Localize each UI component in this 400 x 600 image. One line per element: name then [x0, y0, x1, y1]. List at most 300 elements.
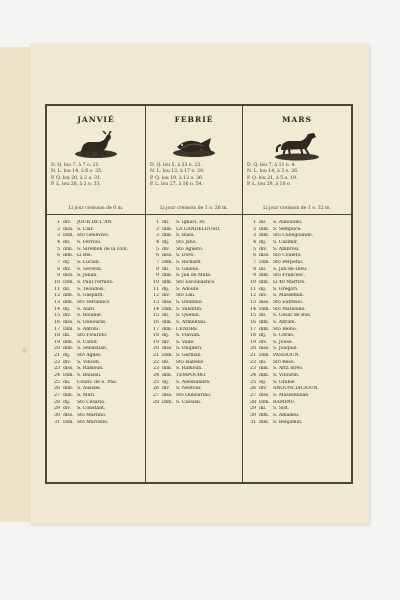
saint-name: S. Cassien. [176, 399, 202, 405]
day-number: 17 [250, 326, 256, 332]
saint-name: Sto Perpètio. [273, 259, 304, 265]
day-row [149, 380, 239, 387]
weekday: diss. [63, 366, 74, 372]
day-row [50, 253, 142, 260]
weekday: dim. [259, 373, 270, 379]
weekday: dil. [162, 359, 170, 365]
day-number: 30 [54, 413, 60, 419]
saint-name: S. Casimir. [273, 239, 298, 245]
day-list [47, 215, 145, 426]
day-number: 5 [253, 246, 256, 252]
saint-name: S. Jousè. [273, 339, 294, 345]
weekday: dim. [63, 393, 74, 399]
day-row [246, 233, 348, 240]
weekday: div. [259, 386, 267, 392]
moon-phases: D. Q. lou 7, à 7 o. 21. N. L. lou 14, à 6 o. 35. P. Q. lou 20, à 2 o. 31. P. L. lou 28, à 2 o. 33. [51, 163, 103, 188]
month-header [146, 106, 242, 215]
day-number: 1 [253, 220, 256, 225]
day-number: 13 [250, 299, 256, 305]
day-number: 21 [250, 353, 256, 359]
day-row [246, 373, 348, 380]
weekday: dil. [162, 313, 170, 319]
day-row [149, 313, 239, 320]
weekday: dij. [162, 286, 170, 292]
day-number: 16 [153, 319, 159, 325]
saint-name: S. Ferriòu. [77, 239, 102, 245]
day-number: 19 [153, 339, 159, 345]
saint-name: Sto Isabello [176, 359, 204, 365]
weekday: Dim. [259, 306, 270, 312]
day-number: 18 [250, 333, 256, 339]
saint-name: S. Nestour. [176, 386, 202, 392]
saint-name: Sto Eufresio. [273, 299, 304, 305]
day-number: 9 [156, 273, 159, 279]
day-row [246, 307, 348, 314]
saint-name: S. German. [176, 353, 203, 359]
day-row [149, 353, 239, 360]
day-row [246, 253, 348, 260]
day-number: 8 [156, 266, 159, 272]
day-row [50, 313, 142, 320]
day-row [149, 287, 239, 294]
day-number: 21 [54, 353, 60, 359]
day-number: 4 [253, 239, 256, 245]
saint-name: Sto Agnés. [77, 353, 102, 359]
day-number: 13 [54, 299, 60, 305]
weekday: dim. [259, 279, 270, 285]
day-row [246, 260, 348, 267]
saint-name: S. Massemin. [273, 293, 305, 299]
day-row [50, 386, 142, 393]
almanac-page [30, 44, 369, 524]
day-row [246, 227, 348, 234]
day-row [50, 320, 142, 327]
day-row [246, 293, 348, 300]
saint-name: S. Antòni. [77, 326, 100, 332]
day-row [149, 253, 239, 260]
day-number: 6 [156, 253, 159, 259]
saint-name: Sto Couleto. [273, 253, 302, 259]
day-number: 28 [250, 399, 256, 405]
day-row [149, 307, 239, 314]
weekday: Dim. [259, 399, 270, 405]
month-name: MARS [282, 115, 312, 124]
day-number: 9 [57, 273, 60, 279]
saint-name: JOUR DE L'AN. [77, 220, 113, 225]
day-row [50, 353, 142, 360]
weekday: diss. [259, 299, 270, 305]
day-number: 6 [57, 253, 60, 259]
saint-name: S. Sist. [273, 406, 290, 412]
day-row [50, 420, 142, 427]
weekday: dim. [259, 273, 270, 279]
day-number: 11 [54, 286, 60, 292]
saint-name: S. Alàri. [77, 306, 96, 312]
fish-emblem-icon [171, 131, 217, 159]
day-row [246, 353, 348, 360]
day-row [50, 360, 142, 367]
day-number: 18 [153, 333, 159, 339]
weekday: dim. [63, 346, 74, 352]
weekday: dij. [63, 259, 71, 265]
day-row [50, 393, 142, 400]
weekday: Dim. [162, 306, 173, 312]
day-number: 30 [250, 413, 256, 419]
saint-name: Sto Lali. [176, 293, 196, 299]
day-number: 24 [250, 373, 256, 379]
weekday: dim. [63, 293, 74, 299]
weekday: dil. [162, 220, 170, 225]
saint-name: ANOUNCIACIOUN. [273, 386, 319, 392]
weekday: dim. [162, 273, 173, 279]
day-number: 23 [54, 366, 60, 372]
weekday: dim. [162, 233, 173, 239]
day-row [149, 227, 239, 234]
day-number: 1 [156, 220, 159, 225]
day-row [50, 327, 142, 334]
day-row [246, 360, 348, 367]
weekday: diss. [63, 273, 74, 279]
day-row [246, 300, 348, 307]
saint-name: S. Clar. [77, 226, 94, 232]
weekday: Dim. [63, 326, 74, 332]
day-row [149, 300, 239, 307]
saint-name: S. Massemilian [273, 393, 309, 399]
day-number: 29 [250, 406, 256, 412]
weekday: diss. [259, 393, 270, 399]
weekday: div. [259, 293, 267, 299]
saint-name: S. Cesar de Bus. [273, 313, 312, 319]
weekday: dij. [162, 239, 170, 245]
saint-name: Sto Réso. [273, 359, 295, 365]
month-column-march [243, 106, 351, 482]
saint-name: S. Gineus. [176, 266, 200, 272]
weekday: dim. [259, 413, 270, 419]
goat-emblem-icon [73, 131, 119, 159]
day-number: 8 [57, 266, 60, 272]
day-number: 10 [54, 279, 60, 285]
day-row [246, 273, 348, 280]
weekday: dim. [162, 326, 173, 332]
day-row [50, 406, 142, 413]
saint-name: S. Semplice. [273, 226, 302, 232]
day-row [149, 280, 239, 287]
day-number: 19 [250, 339, 256, 345]
saint-name: Sto Genevivo. [77, 233, 110, 239]
day-number: 20 [250, 346, 256, 352]
weekday: dij. [259, 333, 267, 339]
day-number: 12 [54, 293, 60, 299]
day-number: 9 [253, 273, 256, 279]
saint-name: Sto Rèino. [273, 326, 297, 332]
weekday: dim. [162, 366, 173, 372]
saint-name: S. Ignàci, ev. [176, 220, 206, 225]
day-row [246, 406, 348, 413]
saint-name: Sto Martino. [77, 413, 107, 419]
day-number: 7 [253, 259, 256, 265]
day-row [149, 247, 239, 254]
saint-name: LA CANDELOUSO. [176, 226, 221, 232]
day-row [50, 413, 142, 420]
day-row [50, 293, 142, 300]
weekday: div. [162, 386, 170, 392]
weekday: div. [63, 359, 71, 365]
weekday: div. [63, 266, 71, 272]
day-number: 28 [153, 399, 159, 405]
saint-name: S. Gaspard. [77, 293, 104, 299]
day-row [246, 240, 348, 247]
weekday: dij. [63, 353, 71, 359]
day-number: 15 [250, 313, 256, 319]
saint-name: RAMPAU. [273, 399, 296, 405]
saint-name: S. Doro. [176, 253, 195, 259]
day-number: 4 [57, 239, 60, 245]
saint-name: Sto Ounourino. [176, 393, 212, 399]
weekday: dij. [259, 239, 267, 245]
saint-name: Li Rèi. [77, 253, 93, 259]
day-number: 16 [54, 319, 60, 325]
saint-name: S. Benjamin. [273, 419, 303, 425]
saint-name: S. Gregòri. [273, 286, 299, 292]
day-row [149, 320, 239, 327]
day-number: 29 [54, 406, 60, 412]
weekday: Dim. [162, 353, 173, 359]
day-row [50, 273, 142, 280]
saint-name: S. Quenin. [176, 313, 201, 319]
day-number: 6 [253, 253, 256, 259]
saint-name: S. Paul l'ermito. [77, 279, 114, 285]
day-number: 15 [153, 313, 159, 319]
day-row [246, 220, 348, 227]
day-number: 15 [54, 313, 60, 319]
weekday: dij. [259, 379, 267, 385]
day-number: 17 [54, 326, 60, 332]
day-number: 24 [54, 373, 60, 379]
day-row [246, 287, 348, 294]
calendar-table [45, 104, 353, 484]
month-header [243, 106, 351, 215]
saint-name: S. Bauséli. [77, 373, 102, 379]
saint-name: S. Canut. [77, 339, 99, 345]
month-name: JANVIÉ [77, 115, 115, 124]
day-row [149, 400, 239, 407]
day-row [149, 393, 239, 400]
day-row [149, 373, 239, 380]
day-number: 31 [54, 419, 60, 425]
day-number: 25 [250, 379, 256, 385]
weekday: Dim. [162, 259, 173, 265]
weekday: div. [63, 406, 71, 412]
saint-name: Counv. de S. Pau. [77, 379, 118, 385]
day-number: 26 [250, 386, 256, 392]
day-row [149, 267, 239, 274]
weekday: diss. [259, 253, 270, 259]
saint-name: S. Aubouino. [273, 220, 303, 225]
weekday: dil. [259, 266, 267, 272]
saint-name: S. Aussile. [77, 386, 102, 392]
day-number: 14 [54, 306, 60, 312]
weekday: dij. [162, 379, 170, 385]
saint-name: PASSIOUN. [273, 353, 300, 359]
saint-name: S. Abram. [273, 319, 296, 325]
day-list [146, 215, 242, 406]
day-number: 26 [153, 386, 159, 392]
weekday: Dim. [259, 353, 270, 359]
weekday: div. [63, 220, 71, 225]
saint-name: Sto Marcello. [77, 419, 109, 425]
day-row [149, 293, 239, 300]
day-row [50, 220, 142, 227]
saint-name: S. Lucian. [77, 259, 101, 265]
day-number: 5 [156, 246, 159, 252]
day-number: 14 [250, 306, 256, 312]
weekday: dim. [162, 319, 173, 325]
day-row [246, 320, 348, 327]
saint-name: S. Ambròsi. [273, 246, 300, 252]
weekday: dim. [259, 419, 270, 425]
weekday: dil. [63, 379, 71, 385]
day-number: 5 [57, 246, 60, 252]
day-number: 23 [250, 366, 256, 372]
weekday: diss. [162, 253, 173, 259]
saint-name: S. Teoudòsi. [77, 286, 106, 292]
day-row [149, 220, 239, 227]
day-row [246, 400, 348, 407]
weekday: dim. [63, 386, 74, 392]
day-number: 20 [153, 346, 159, 352]
saint-name: S. Severin. [77, 266, 103, 272]
day-number: 23 [153, 366, 159, 372]
weekday: dim. [63, 246, 74, 252]
day-row [50, 300, 142, 307]
day-row [246, 267, 348, 274]
day-number: 10 [153, 279, 159, 285]
saint-name: S. Valié. [176, 339, 195, 345]
saint-name: S. Cerilo. [273, 333, 295, 339]
day-row [50, 267, 142, 274]
day-row [149, 240, 239, 247]
saint-name: CENDRE. [176, 326, 199, 332]
weekday: Dim. [63, 419, 74, 425]
day-number: 2 [156, 226, 159, 232]
day-row [149, 327, 239, 334]
weekday: dim. [259, 319, 270, 325]
day-number: 27 [250, 393, 256, 399]
day-row [149, 340, 239, 347]
day-number: 18 [54, 333, 60, 339]
day-number: 7 [156, 259, 159, 265]
day-row [246, 420, 348, 427]
day-row [50, 400, 142, 407]
day-number: 12 [153, 293, 159, 299]
day-row [149, 346, 239, 353]
weekday: diss. [162, 299, 173, 305]
day-number: 2 [253, 226, 256, 232]
day-row [246, 247, 348, 254]
day-number: 19 [54, 339, 60, 345]
weekday: div. [63, 313, 71, 319]
day-number: 22 [153, 359, 159, 365]
day-number: 14 [153, 306, 159, 312]
day-number: 28 [54, 399, 60, 405]
saint-name: Sto Veronnico [77, 299, 110, 305]
saint-name: S. Julian. [77, 273, 98, 279]
weekday: dil. [162, 266, 170, 272]
weekday: dij. [63, 306, 71, 312]
day-row [246, 413, 348, 420]
saint-name: S. Valentin. [176, 306, 203, 312]
saint-name: S. Jan de Mata. [176, 273, 212, 279]
day-number: 11 [153, 286, 159, 292]
day-number: 21 [153, 353, 159, 359]
saint-name: S. Adòufe. [176, 286, 200, 292]
day-length-note: Li jour creisson de 1 o. 32 m. [263, 206, 331, 211]
day-number: 20 [54, 346, 60, 352]
weekday: div. [162, 246, 170, 252]
day-row [149, 386, 239, 393]
day-row [50, 373, 142, 380]
saint-name: S. Ouquéri. [176, 346, 203, 352]
weekday: Dim. [63, 373, 74, 379]
weekday: diss. [162, 346, 173, 352]
saint-name: S. Roumié. [77, 313, 103, 319]
day-row [246, 346, 348, 353]
weekday: dim. [162, 226, 173, 232]
saint-name: Sto Flourido. [77, 333, 108, 339]
day-row [50, 280, 142, 287]
saint-name: S. Dounnio. [176, 299, 203, 305]
weekday: dil. [259, 359, 267, 365]
weekday: dij. [162, 333, 170, 339]
day-number: 17 [153, 326, 159, 332]
saint-name: Sto Cunegoundo. [273, 233, 314, 239]
day-row [246, 366, 348, 373]
day-row [149, 360, 239, 367]
weekday: dim. [63, 299, 74, 305]
weekday: dij. [63, 399, 71, 405]
day-row [246, 386, 348, 393]
day-row [50, 333, 142, 340]
day-number: 3 [57, 233, 60, 239]
saint-name: S. Armentau. [176, 319, 207, 325]
weekday: dim. [259, 366, 270, 372]
saint-name: Sto Jano. [176, 239, 197, 245]
month-header [47, 106, 145, 215]
saint-name: S. Blàsi. [176, 233, 195, 239]
day-row [246, 340, 348, 347]
day-number: 1 [57, 220, 60, 225]
weekday: diss. [162, 393, 173, 399]
saint-name: S. Vitourin. [273, 373, 300, 379]
day-number: 13 [153, 299, 159, 305]
saint-name: S. Grabié [273, 379, 295, 385]
day-number: 2 [57, 226, 60, 232]
month-name: FEBRIÉ [174, 115, 214, 124]
day-number: 25 [54, 379, 60, 385]
weekday: diss. [259, 346, 270, 352]
day-number: 27 [54, 393, 60, 399]
day-row [246, 327, 348, 334]
saint-name: S. Richard. [176, 259, 202, 265]
weekday: dil. [63, 286, 71, 292]
weekday: div. [259, 339, 267, 345]
weekday: Dim. [63, 279, 74, 285]
horse-emblem-icon [273, 131, 321, 161]
month-column-february [146, 106, 243, 482]
day-row [50, 260, 142, 267]
day-number: 7 [57, 259, 60, 265]
day-row [50, 366, 142, 373]
